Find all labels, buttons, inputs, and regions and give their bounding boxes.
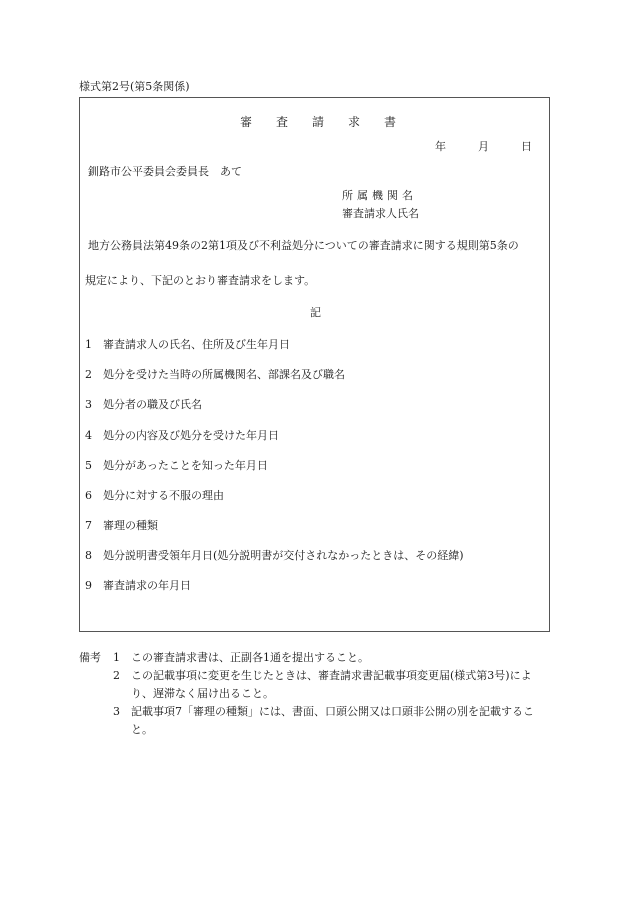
remark-item — [113, 649, 553, 667]
addressee: 釧路市公平委員会委員長 あて — [88, 165, 242, 178]
item-number: 9 — [85, 579, 92, 592]
intro-paragraph-line-2: 規定により、下記のとおり審査請求をします。 — [85, 274, 316, 287]
remark-item — [113, 703, 553, 739]
remark-number: 1 — [113, 651, 120, 664]
remark-item — [113, 667, 553, 703]
list-item — [85, 579, 191, 593]
date-month-label: 月 — [478, 140, 489, 153]
item-number: 6 — [85, 489, 92, 502]
list-item — [85, 398, 202, 412]
item-text: 処分に対する不服の理由 — [103, 489, 224, 502]
item-text: 処分説明書受領年月日(処分説明書が交付されなかったときは、その経緯) — [103, 549, 464, 562]
item-text: 処分を受けた当時の所属機関名、部課名及び職名 — [103, 368, 345, 381]
item-number: 2 — [85, 368, 92, 381]
item-number: 8 — [85, 549, 92, 562]
requester-name-label: 審査請求人氏名 — [342, 207, 419, 220]
item-number: 5 — [85, 459, 92, 472]
item-text: 審査請求人の氏名、住所及び生年月日 — [103, 338, 290, 351]
item-number: 1 — [85, 338, 92, 351]
list-item — [85, 549, 464, 563]
list-item — [85, 368, 345, 382]
list-item — [85, 429, 279, 443]
document-title: 審査請求書 — [240, 115, 421, 129]
item-number: 4 — [85, 429, 92, 442]
list-item — [85, 459, 268, 473]
item-text: 審理の種類 — [103, 519, 158, 532]
remark-text: この審査請求書は、正副各1通を提出すること。 — [131, 651, 369, 664]
remark-text: この記載事項に変更を生じたときは、審査請求書記載事項変更届(様式第3号)により、遅滞なく届け出ること。 — [131, 669, 532, 700]
list-item — [85, 338, 290, 352]
item-text: 処分者の職及び氏名 — [103, 398, 202, 411]
remark-number: 3 — [113, 705, 120, 718]
remark-text: 記載事項7「審理の種類」には、書面、口頭公開又は口頭非公開の別を記載すること。 — [131, 705, 534, 736]
item-text: 処分があったことを知った年月日 — [103, 459, 268, 472]
form-number-label: 様式第2号(第5条関係) — [79, 80, 190, 93]
affiliation-label: 所属機関名 — [342, 189, 417, 202]
request-form-box — [79, 97, 550, 632]
date-day-label: 日 — [521, 140, 532, 153]
ki-heading: 記 — [310, 306, 321, 319]
item-number: 3 — [85, 398, 92, 411]
item-text: 処分の内容及び処分を受けた年月日 — [103, 429, 279, 442]
item-number: 7 — [85, 519, 92, 532]
list-item — [85, 489, 224, 503]
intro-paragraph-line-1: 地方公務員法第49条の2第1項及び不利益処分についての審査請求に関する規則第5条の — [88, 239, 519, 252]
remarks-heading: 備考 — [79, 651, 101, 664]
item-text: 審査請求の年月日 — [103, 579, 191, 592]
date-fields — [435, 140, 532, 154]
date-year-label: 年 — [435, 140, 446, 153]
list-item — [85, 519, 158, 533]
remark-number: 2 — [113, 669, 120, 682]
